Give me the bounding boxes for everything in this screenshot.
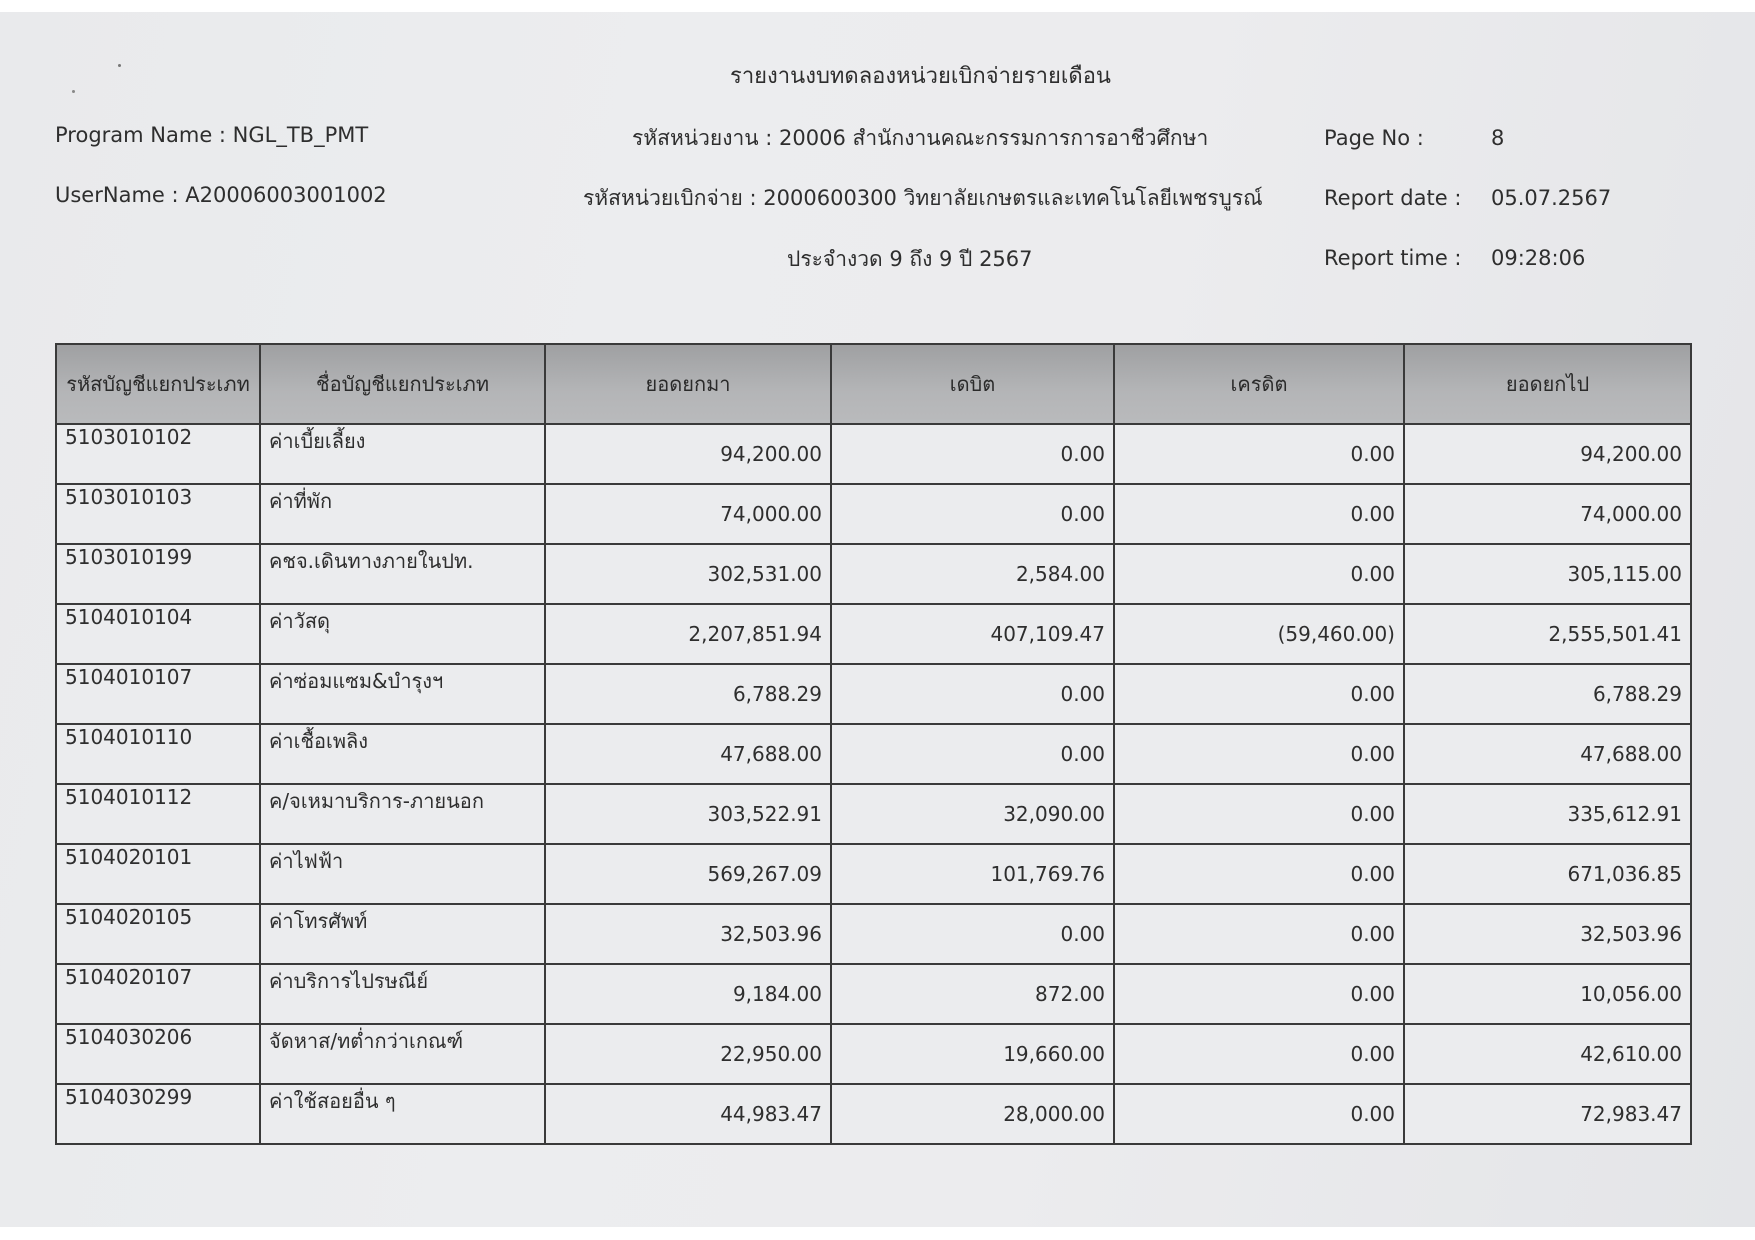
account-name-cell: ค่าวัสดุ — [260, 604, 545, 664]
table-row — [56, 664, 1691, 724]
report-date-value: 05.07.2567 — [1491, 186, 1612, 210]
debit-cell: 2,584.00 — [831, 544, 1114, 604]
carried-forward-cell: 10,056.00 — [1404, 964, 1691, 1024]
table-header-row — [56, 344, 1691, 424]
account-name-cell: ค่าบริการไปรษณีย์ — [260, 964, 545, 1024]
user-name: UserName : A20006003001002 — [55, 183, 387, 207]
table-row — [56, 1024, 1691, 1084]
account-code-cell: 5104030299 — [56, 1084, 260, 1144]
carried-forward-cell: 6,788.29 — [1404, 664, 1691, 724]
report-date-label: Report date : — [1324, 186, 1462, 210]
credit-cell: 0.00 — [1114, 424, 1404, 484]
account-name-cell: ค่าเชื้อเพลิง — [260, 724, 545, 784]
debit-cell: 101,769.76 — [831, 844, 1114, 904]
account-name-cell: ค่าที่พัก — [260, 484, 545, 544]
credit-cell: 0.00 — [1114, 1024, 1404, 1084]
account-code-cell: 5104010107 — [56, 664, 260, 724]
table-row — [56, 724, 1691, 784]
carried-forward-cell: 671,036.85 — [1404, 844, 1691, 904]
credit-cell: (59,460.00) — [1114, 604, 1404, 664]
credit-cell: 0.00 — [1114, 904, 1404, 964]
account-code-cell: 5104020107 — [56, 964, 260, 1024]
carried-forward-cell: 74,000.00 — [1404, 484, 1691, 544]
trial-balance-table — [55, 343, 1692, 1145]
brought-forward-cell: 2,207,851.94 — [545, 604, 831, 664]
carried-forward-cell: 47,688.00 — [1404, 724, 1691, 784]
brought-forward-cell: 569,267.09 — [545, 844, 831, 904]
carried-forward-cell: 42,610.00 — [1404, 1024, 1691, 1084]
account-code-cell: 5103010102 — [56, 424, 260, 484]
debit-cell: 0.00 — [831, 484, 1114, 544]
page-no-label: Page No : — [1324, 126, 1424, 150]
column-header-account-code: รหัสบัญชีแยกประเภท — [56, 344, 260, 424]
account-code-cell: 5104020101 — [56, 844, 260, 904]
account-code-cell: 5103010199 — [56, 544, 260, 604]
carried-forward-cell: 305,115.00 — [1404, 544, 1691, 604]
credit-cell: 0.00 — [1114, 964, 1404, 1024]
credit-cell: 0.00 — [1114, 724, 1404, 784]
credit-cell: 0.00 — [1114, 1084, 1404, 1144]
program-name: Program Name : NGL_TB_PMT — [55, 123, 369, 147]
credit-cell: 0.00 — [1114, 784, 1404, 844]
table-row — [56, 424, 1691, 484]
account-name-cell: ค่าโทรศัพท์ — [260, 904, 545, 964]
debit-cell: 19,660.00 — [831, 1024, 1114, 1084]
brought-forward-cell: 302,531.00 — [545, 544, 831, 604]
brought-forward-cell: 6,788.29 — [545, 664, 831, 724]
debit-cell: 872.00 — [831, 964, 1114, 1024]
department-code: รหัสหน่วยงาน : 20006 สำนักงานคณะกรรมการการอาชีวศึกษา — [632, 126, 1209, 150]
account-code-cell: 5104010104 — [56, 604, 260, 664]
brought-forward-cell: 9,184.00 — [545, 964, 831, 1024]
brought-forward-cell: 44,983.47 — [545, 1084, 831, 1144]
column-header-carried-forward: ยอดยกไป — [1404, 344, 1691, 424]
table-row — [56, 484, 1691, 544]
debit-cell: 32,090.00 — [831, 784, 1114, 844]
report-time-label: Report time : — [1324, 246, 1462, 270]
table-row — [56, 604, 1691, 664]
credit-cell: 0.00 — [1114, 544, 1404, 604]
account-name-cell: ค่าใช้สอยอื่น ๆ — [260, 1084, 545, 1144]
table-row — [56, 544, 1691, 604]
table-row — [56, 1084, 1691, 1144]
brought-forward-cell: 74,000.00 — [545, 484, 831, 544]
paper-speck — [72, 90, 75, 93]
account-code-cell: 5104030206 — [56, 1024, 260, 1084]
credit-cell: 0.00 — [1114, 484, 1404, 544]
brought-forward-cell: 94,200.00 — [545, 424, 831, 484]
debit-cell: 0.00 — [831, 724, 1114, 784]
table-row — [56, 964, 1691, 1024]
column-header-account-name: ชื่อบัญชีแยกประเภท — [260, 344, 545, 424]
report-period: ประจำงวด 9 ถึง 9 ปี 2567 — [787, 247, 1033, 271]
account-name-cell: จัดหาส/ทต่ำกว่าเกณฑ์ — [260, 1024, 545, 1084]
debit-cell: 0.00 — [831, 904, 1114, 964]
account-code-cell: 5104020105 — [56, 904, 260, 964]
report-time-value: 09:28:06 — [1491, 246, 1586, 270]
debit-cell: 28,000.00 — [831, 1084, 1114, 1144]
credit-cell: 0.00 — [1114, 844, 1404, 904]
account-name-cell: คชจ.เดินทางภายในปท. — [260, 544, 545, 604]
account-name-cell: ค่าเบี้ยเลี้ยง — [260, 424, 545, 484]
disbursement-unit-code: รหัสหน่วยเบิกจ่าย : 2000600300 วิทยาลัยเกษตรและเทคโนโลยีเพชรบูรณ์ — [583, 186, 1263, 210]
account-code-cell: 5104010112 — [56, 784, 260, 844]
account-name-cell: ค่าซ่อมแซม&บำรุงฯ — [260, 664, 545, 724]
debit-cell: 407,109.47 — [831, 604, 1114, 664]
account-name-cell: ค่าไฟฟ้า — [260, 844, 545, 904]
column-header-brought-forward: ยอดยกมา — [545, 344, 831, 424]
account-code-cell: 5103010103 — [56, 484, 260, 544]
brought-forward-cell: 32,503.96 — [545, 904, 831, 964]
report-title: รายงานงบทดลองหน่วยเบิกจ่ายรายเดือน — [730, 64, 1111, 89]
brought-forward-cell: 303,522.91 — [545, 784, 831, 844]
carried-forward-cell: 335,612.91 — [1404, 784, 1691, 844]
paper-speck — [118, 64, 121, 67]
table-row — [56, 904, 1691, 964]
column-header-debit: เดบิต — [831, 344, 1114, 424]
brought-forward-cell: 47,688.00 — [545, 724, 831, 784]
carried-forward-cell: 94,200.00 — [1404, 424, 1691, 484]
brought-forward-cell: 22,950.00 — [545, 1024, 831, 1084]
carried-forward-cell: 72,983.47 — [1404, 1084, 1691, 1144]
debit-cell: 0.00 — [831, 424, 1114, 484]
table-row — [56, 844, 1691, 904]
carried-forward-cell: 32,503.96 — [1404, 904, 1691, 964]
account-name-cell: ค/จเหมาบริการ-ภายนอก — [260, 784, 545, 844]
carried-forward-cell: 2,555,501.41 — [1404, 604, 1691, 664]
credit-cell: 0.00 — [1114, 664, 1404, 724]
account-code-cell: 5104010110 — [56, 724, 260, 784]
debit-cell: 0.00 — [831, 664, 1114, 724]
page-no-value: 8 — [1491, 126, 1505, 150]
column-header-credit: เครดิต — [1114, 344, 1404, 424]
table-row — [56, 784, 1691, 844]
